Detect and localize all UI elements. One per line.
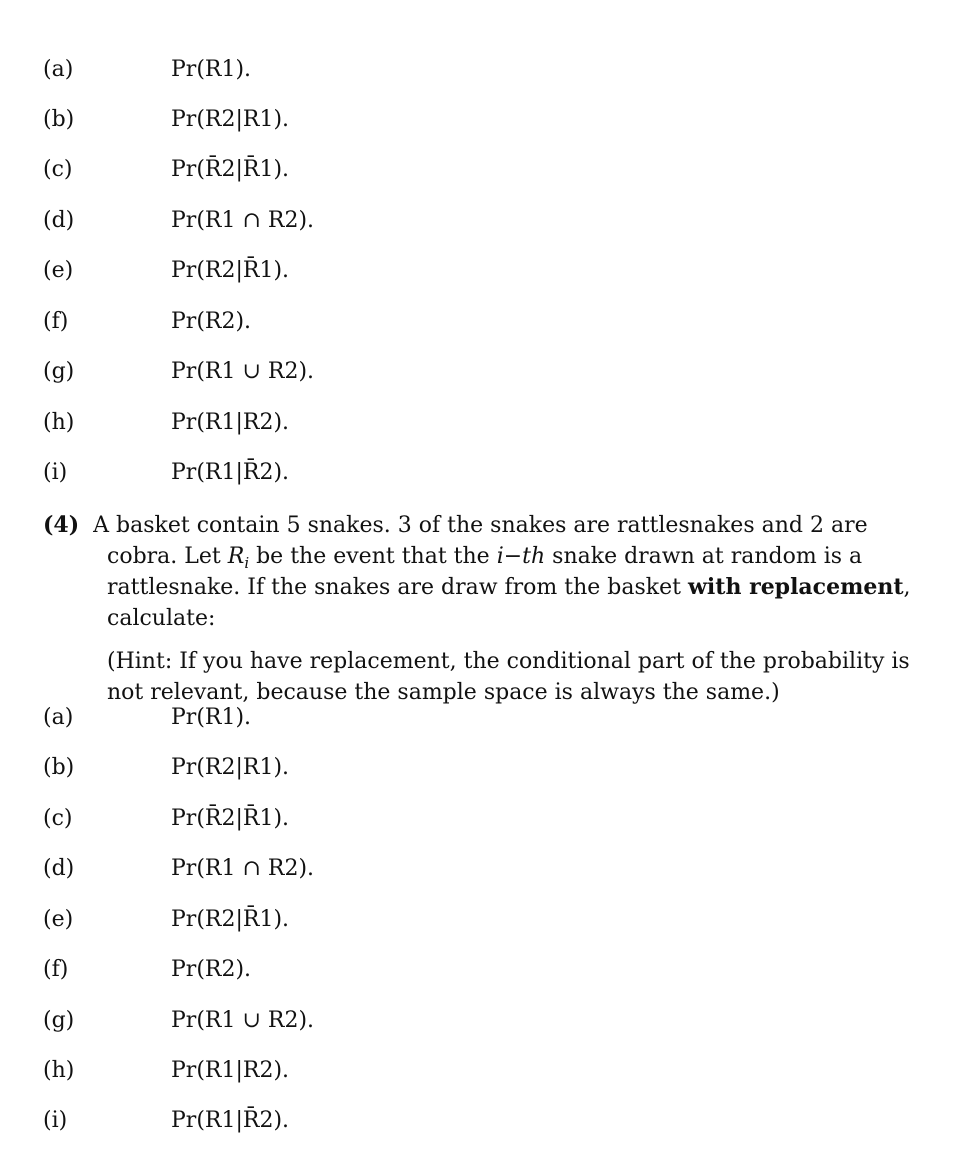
list-item xyxy=(0,403,958,443)
item-label: (h) xyxy=(43,410,75,435)
list-item xyxy=(0,698,958,738)
item-label: (i) xyxy=(43,1108,68,1133)
probability-expression: Pr(R1). xyxy=(171,705,252,730)
item-label: (a) xyxy=(43,57,74,82)
list-item xyxy=(0,251,958,291)
list-item xyxy=(0,799,958,839)
item-label: (i) xyxy=(43,460,68,485)
list-item xyxy=(0,1051,958,1091)
item-label: (a) xyxy=(43,705,74,730)
problem-number: (4) xyxy=(43,512,80,538)
bold-phrase: with replacement xyxy=(687,574,904,600)
item-label: (c) xyxy=(43,806,73,831)
probability-expression: Pr(R1|R̄2). xyxy=(171,460,290,485)
probability-expression: Pr(R1|R̄2). xyxy=(171,1108,290,1133)
list-item xyxy=(0,302,958,342)
probability-expression: Pr(R̄2|R̄1). xyxy=(171,806,290,831)
item-label: (f) xyxy=(43,957,69,982)
problem-text-part: A basket contain 5 snakes. 3 of the snakes are rattlesnakes and 2 are cobra. Let xyxy=(93,513,868,569)
probability-expression: Pr(R1 ∪ R2). xyxy=(171,1008,315,1033)
list-item xyxy=(0,1101,958,1141)
event-subscript: i xyxy=(244,553,250,572)
list-item xyxy=(0,201,958,241)
problem-text-part: be the event that the xyxy=(249,544,497,569)
probability-expression: Pr(R2). xyxy=(171,957,252,982)
probability-expression: Pr(R1|R2). xyxy=(171,1058,290,1083)
problem-text-part: , calculate: xyxy=(107,575,911,631)
list-item xyxy=(0,352,958,392)
list-item xyxy=(0,748,958,788)
probability-expression: Pr(R1). xyxy=(171,57,252,82)
probability-expression: Pr(R1 ∩ R2). xyxy=(171,208,315,233)
probability-expression: Pr(R1 ∪ R2). xyxy=(171,359,315,384)
item-label: (b) xyxy=(43,755,75,780)
probability-expression: Pr(R2|R̄1). xyxy=(171,907,290,932)
item-label: (g) xyxy=(43,1008,75,1033)
probability-expression: Pr(R2|R̄1). xyxy=(171,258,290,283)
list-item xyxy=(0,950,958,990)
probability-expression: Pr(R̄2|R̄1). xyxy=(171,157,290,182)
probability-expression: Pr(R2). xyxy=(171,309,252,334)
item-label: (b) xyxy=(43,107,75,132)
list-item xyxy=(0,50,958,90)
list-item xyxy=(0,900,958,940)
item-label: (e) xyxy=(43,907,74,932)
probability-expression: Pr(R1 ∩ R2). xyxy=(171,856,315,881)
problem-statement xyxy=(43,510,923,634)
item-label: (d) xyxy=(43,856,75,881)
item-label: (e) xyxy=(43,258,74,283)
list-item xyxy=(0,150,958,190)
item-label: (f) xyxy=(43,309,69,334)
list-item xyxy=(0,453,958,493)
ith-term: i−th xyxy=(496,544,546,569)
list-item xyxy=(0,849,958,889)
event-symbol: R xyxy=(227,544,245,569)
item-label: (d) xyxy=(43,208,75,233)
probability-expression: Pr(R2|R1). xyxy=(171,755,290,780)
problem-4 xyxy=(43,510,923,708)
item-label: (h) xyxy=(43,1058,75,1083)
list-item xyxy=(0,1001,958,1041)
probability-expression: Pr(R2|R1). xyxy=(171,107,290,132)
problem-hint: (Hint: If you have replacement, the conditional part of the probability is not relevant, because the sample space is always the same.) xyxy=(107,649,910,705)
problem-text-part: snake drawn at random is a rattlesnake. If the snakes are draw from the basket xyxy=(107,544,863,600)
list-item xyxy=(0,100,958,140)
probability-expression: Pr(R1|R2). xyxy=(171,410,290,435)
item-label: (g) xyxy=(43,359,75,384)
item-label: (c) xyxy=(43,157,73,182)
